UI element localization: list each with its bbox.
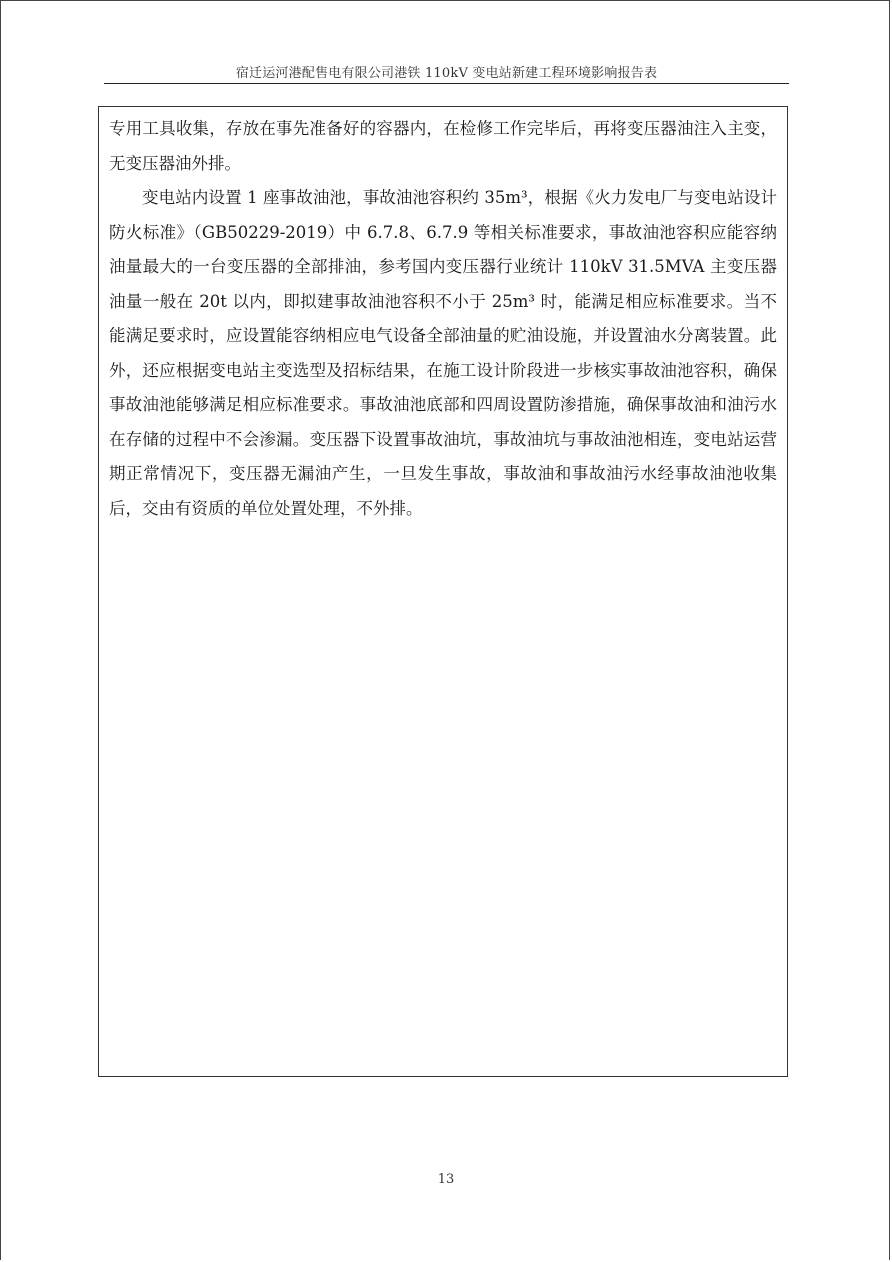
paragraph-accident-oil-pool: 变电站内设置 1 座事故油池，事故油池容积约 35m³，根据《火力发电厂与变电站设计防火标准》（GB50229-2019）中 6.7.8、6.7.9 等相关标准要求，事故油池容积应能容纳油量最大的一台变压器的全部排油，参考国内变压器行业统计 110kV 31.5MVA 主变压器油量一般在 20t 以内，即拟建事故油池容积不小于 25m³ 时，能满足相应标准要求。当不能满足要求时，应设置能容纳相应电气设备全部油量的贮油设施，并设置油水分离装置。此外，还应根据变电站主变选型及招标结果，在施工设计阶段进一步核实事故油池容积，确保事故油池能够满足相应标准要求。事故油池底部和四周设置防渗措施，确保事故油和油污水在存储的过程中不会渗漏。变压器下设置事故油坑，事故油坑与事故油池相连，变电站运营期正常情况下，变压器无漏油产生，一旦发生事故，事故油和事故油污水经事故油池收集后，交由有资质的单位处置处理，不外排。 (109, 188, 777, 518)
running-header: 宿迁运河港配售电有限公司港铁 110kV 变电站新建工程环境影响报告表 (235, 66, 658, 81)
header-divider (104, 83, 789, 84)
page-number: 13 (437, 1172, 455, 1187)
paragraph-oil-handling: 专用工具收集，存放在事先准备好的容器内，在检修工作完毕后，再将变压器油注入主变，无变压器油外排。 (109, 119, 777, 173)
content-box (98, 106, 788, 1077)
